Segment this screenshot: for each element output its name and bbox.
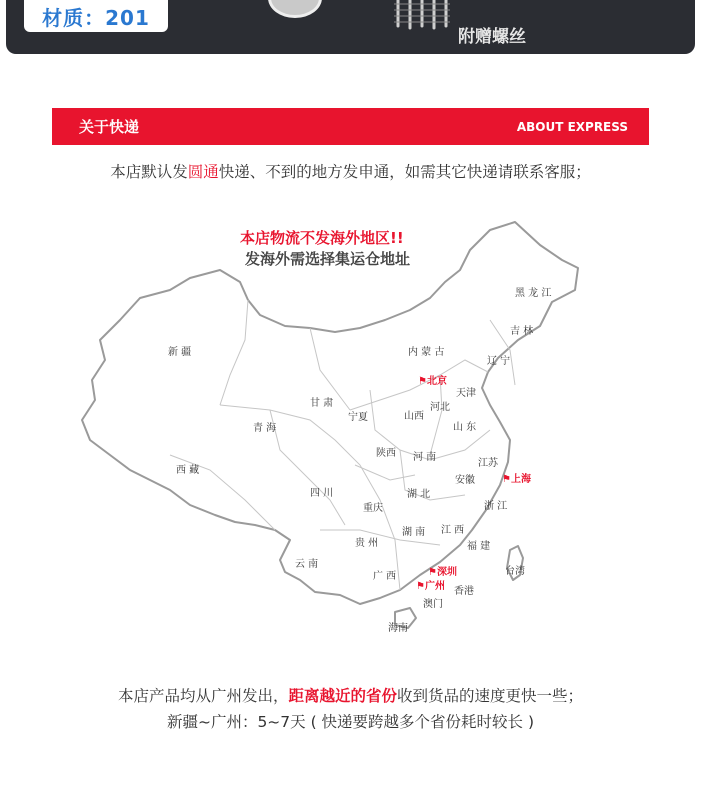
gift-label: 附赠螺丝 bbox=[458, 27, 526, 47]
province-label: 黑 龙 江 bbox=[515, 288, 552, 299]
province-label: 四 川 bbox=[310, 488, 334, 499]
intro-suffix: 快递、不到的地方发申通，如需其它快递请联系客服； bbox=[218, 163, 591, 181]
province-label: 福 建 bbox=[467, 541, 491, 552]
province-label: 陕西 bbox=[376, 448, 396, 459]
province-label: 安徽 bbox=[455, 475, 475, 486]
province-label: 云 南 bbox=[295, 559, 319, 570]
province-label: 江 西 bbox=[441, 525, 465, 536]
city-marker: ⚑北京 bbox=[418, 376, 447, 387]
city-label: 广州 bbox=[424, 581, 445, 592]
product-banner bbox=[6, 0, 695, 54]
province-label: 西 藏 bbox=[176, 465, 200, 476]
province-label: 广 西 bbox=[373, 571, 397, 582]
city-marker: ⚑深圳 bbox=[428, 567, 457, 578]
material-label: 材质：201 bbox=[42, 6, 150, 30]
note-prefix: 本店产品均从广州发出， bbox=[117, 687, 289, 705]
province-label: 台湾 bbox=[505, 566, 525, 577]
material-card bbox=[24, 0, 168, 32]
province-label: 江苏 bbox=[478, 458, 498, 469]
shipping-intro bbox=[0, 160, 701, 182]
province-label: 河北 bbox=[430, 402, 450, 413]
province-label: 辽 宁 bbox=[487, 356, 511, 367]
province-label: 吉 林 bbox=[510, 326, 534, 337]
province-label: 青 海 bbox=[253, 423, 277, 434]
section-subtitle: ABOUT EXPRESS bbox=[516, 120, 628, 134]
product-image bbox=[268, 0, 322, 18]
province-label: 贵 州 bbox=[355, 538, 379, 549]
intro-courier: 圆通 bbox=[187, 163, 219, 181]
province-label: 湖 南 bbox=[402, 527, 426, 538]
screws-image bbox=[388, 0, 458, 32]
delivery-time-note: 新疆~广州：5~7天 ( 快递要跨越多个省份耗时较长 ) bbox=[166, 713, 535, 731]
city-label: 北京 bbox=[426, 376, 447, 387]
province-label: 新 疆 bbox=[168, 347, 192, 358]
note-highlight: 距离越近的省份 bbox=[288, 687, 397, 705]
city-label: 上海 bbox=[510, 474, 531, 485]
province-label: 内 蒙 古 bbox=[408, 347, 445, 358]
section-title: 关于快递 bbox=[79, 118, 140, 136]
province-label: 香港 bbox=[454, 586, 474, 597]
province-label: 山西 bbox=[404, 411, 424, 422]
province-label: 甘 肃 bbox=[310, 398, 334, 409]
province-label: 山 东 bbox=[453, 422, 477, 433]
province-label: 重庆 bbox=[363, 503, 383, 514]
province-label: 浙 江 bbox=[484, 501, 508, 512]
note-suffix: 收到货品的速度更快一些； bbox=[397, 687, 584, 705]
province-label: 河 南 bbox=[413, 452, 437, 463]
intro-prefix: 本店默认发 bbox=[110, 163, 188, 181]
province-label: 湖 北 bbox=[407, 489, 431, 500]
overseas-hint: 发海外需选择集运仓地址 bbox=[245, 250, 411, 268]
china-map bbox=[70, 200, 600, 650]
province-label: 澳门 bbox=[423, 599, 443, 610]
shipping-note bbox=[0, 684, 701, 706]
city-label: 深圳 bbox=[436, 567, 457, 578]
section-header bbox=[52, 108, 649, 145]
province-label: 海南 bbox=[388, 623, 408, 634]
province-label: 宁夏 bbox=[348, 412, 368, 423]
overseas-warning: 本店物流不发海外地区!! bbox=[240, 229, 404, 247]
city-marker: ⚑上海 bbox=[502, 474, 531, 485]
province-label: 天津 bbox=[456, 388, 476, 399]
city-marker: ⚑广州 bbox=[416, 581, 445, 592]
